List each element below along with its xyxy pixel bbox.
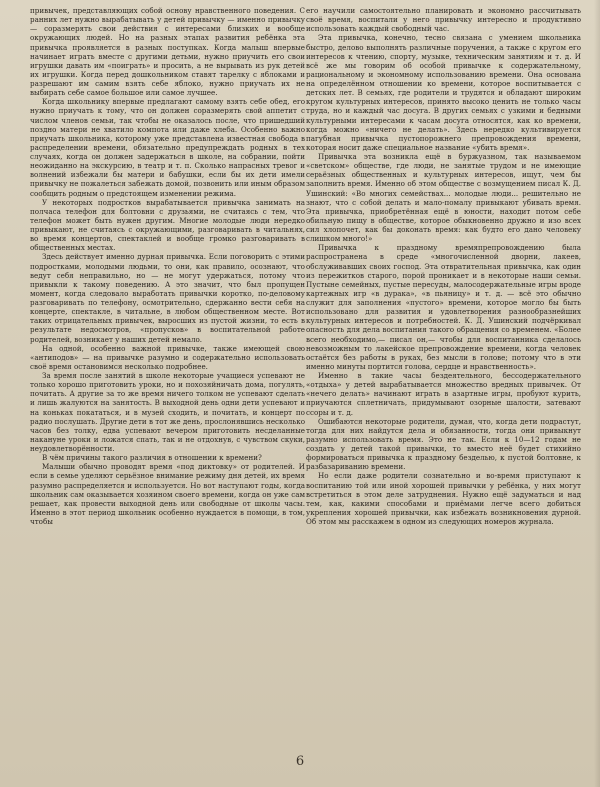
paragraph: Привычка эта возникла ещё в буржуазном, так называемом «светском» обществе, где люди, не занятые трудом и не имеющие серьёзных общественных и культурных интересов, ищут, чем бы заполнить время. Именно об этом обществе с возмущением писал К. Д. Ушинский: «Во многих семействах... молодые люди... решительно не знают, что с собой делать и мало-помалу привыкают убивать время. Эта привычка, приобретённая ещё в юности, находит потом себе обильную пищу в обществе, которое обыкновенно дружно и изо всех сил хлопочет, как бы доконать время: как будто его дано человеку слишком много!» <box>306 152 581 244</box>
paragraph: На одной, особенно важной привычке, также имеющей свою «антиподов» — на привычке разумно и содержательно использовать своё время остановимся несколько подробнее. <box>30 343 305 371</box>
paragraph: Эта привычка, конечно, тесно связана с умением школьника быстро, делово выполнять различные поручения, а также с кругом его интересов к чтению, спорту, музыке, техническим занятиям и т. д. И всё же мы говорим об особой привычке к содержательному, рациональному и экономному использованию времени. Она основана на определённом отношении ко времени, которое воспитывается с детских лет. В семьях, где родители и трудятся и обладают широким кругом культурных интересов, принято высоко ценить не только часы труда, но и каждый час досуга. В других семьях с узкими и бедными культурными интересами к часам досуга относятся, как ко времени, когда можно «ничего не делать». Здесь нередко культивируется пагубная привычка пустопорожнего препровождения времени, которая носит даже специальное название «убить время». <box>306 33 581 152</box>
scan-edge-shadow <box>594 0 600 787</box>
paragraph: У некоторых подростков вырабатывается привычка занимать на полчаса телефон для болтовни с друзьями, не считаясь с тем, что телефон может быть нужен другим. Многие молодые люди нередко привыкают, не считаясь с окружающими, разговаривать в читальнях, во время концертов, спектаклей и вообще громко разговаривать в общественных местах. <box>30 197 305 253</box>
left-text-column <box>30 6 305 746</box>
paragraph: Когда школьнику впервые предлагают самому взять себе обед, его нужно приучать к тому, что он должен соразмерять свой аппетит с числом членов семьи, так чтобы не оказалось после, что пришедший поздно матери не хватило компота или даже хлеба. Особенно важно приучать школьника, которому уже представлена известная свобода в распределении времени, обязательно предупреждать родных в тех случаях, когда он должен задержаться в школе, на собрании, пойти неожиданно на экскурсию, в театр и т. п. Сколько напрасных тревог и волнений избежали бы матери и бабушки, если бы их дети имели привычку не пожалеться забежать домой, позвонить или иным образом сообщить родным о предстоящем изменении режима. <box>30 97 305 198</box>
paragraph: Привычка к праздному времяпрепровождению была распространена в среде «многочисленной дворни, лакеев, обслуживавших своих господ. Эта отвратительная привычка, как один из пережитков старого, порой проникает и в некоторые наши семьи. Пустыне семейных, пустые пересуды, малосодержательные игры вроде картежных игр «в дурака», «в пьяницу» и т. д. — всё это обычно служит для заполнения «пустого» времени, которое могло бы быть использовано для развития и удовлетворения разнообразнейших культурных интересов и потребностей. К. Д. Ушинский подчёркивал опасность для дела воспитания такого обращения со временем. «Более всего необходимо,— писал он,— чтобы для воспитанника сделалось невозможным то лакейское препровождение времени, когда человек остаётся без работы в руках, без мысли в голове; потому что в эти именно минуты портится голова, сердце и нравственность». <box>306 243 581 371</box>
paragraph: Ошибаются некоторые родители, думая, что, когда дети подрастут, тогда для них найдутся дела и обязанности, тогда они привыкнут разумно использовать время. Это не так. Если к 10—12 годам не создать у детей такой привычки, то вместо неё будет стихийно формироваться привычка к праздному безделью, к пустой болтовне, к разбазариванию времени. <box>306 416 581 472</box>
paragraph: Но если даже родители сознательно и во-время приступают к воспитанию той или иной хорошей привычки у ребёнка, у них могут встретиться в этом деле затруднения. Нужно ещё задуматься и над тем, как, какими способами и приёмами легче всего добиться укрепления хорошей привычки, как избежать возникновения дурной. Об этом мы расскажем в одном из следующих номеров журнала. <box>306 471 581 526</box>
paragraph: Именно в такие часы бездеятельного, бессодержательного «отдыха» у детей вырабатывается множество вредных привычек. От «нечего делать» начинают играть в азартные игры, пробуют курить, приучаются сплетничать, придумывают озорные шалости, затевают ссоры и т. д. <box>306 371 581 417</box>
paragraph: В чём причины такого различия в отношении к времени? <box>42 453 262 463</box>
paragraph: Здесь действует именно дурная привычка. Если поговорить с этими подростками, молодыми людьми, то они, как правило, осознают, что ведут себя неправильно, но — не могут удержаться, потому что привыкли к такому поведению. А это значит, что был пропущен момент, когда следовало выработать привычки коротко, по-деловому разговаривать по телефону, осмотрительно, сдержанно вести себя на концерте, спектакле, в читальне, в любом общественном месте. Вот таких отрицательных привычек, выросших из пустой жизни, то есть в результате недосмотров, «пропусков» в воспитательной работе родителей, возникает у наших детей немало. <box>30 252 305 344</box>
paragraph: привычек, представляющих собой основу нравственного поведения. С ранних лет нужно вырабатывать у детей привычку — именно привычку — соразмерять свои действия с интересами близких и вообще окружающих людей. Но на разных этапах развития ребёнка эта привычка проявляется в разных поступках. Когда малыш впервые начинает играть вместе с другими детьми, нужно приучить его свои игрушки давать им «поиграть» и просить, а не вырывать из рук детей их игрушки. Когда перед дошкольником ставят тарелку с яблоками и разрешают им самим взять себе яблоко, нужно приучать их не выбирать себе самое большое или самое лучшее. <box>30 6 305 98</box>
page-number: 6 <box>295 754 305 769</box>
paragraph: За время после занятий в школе некоторые учащиеся успевают не только хорошо приготовить уроки, но и похозяйничать дома, погулять, почитать. А другие за то же время ничего толком не успевают сделать и лишь жалуются на занятость. В выходной день одни дети успевают и на коньках покататься, и в музей сходить, и почитать, и концерт по радио послушать. Другие дети в тот же день, прослонявшись несколько часов без толку, едва успевают вечером приготовить несделанные накануне уроки и ложатся спать, так и не отдохнув, с чувством скуки, неудовлетворённости. <box>30 371 305 453</box>
paragraph: его научили самостоятельно планировать и экономно рассчитывать своё время, воспитали у него привычку интересно и продуктивно использовать каждый свободный час. <box>306 6 581 34</box>
paragraph: Малыши обычно проводят время «под диктовку» от родителей. И если в семье уделяют серьёзное внимание режиму дня детей, их время разумно распределяется и используется. Но вот наступают годы, когда школьник сам оказывается хозяином своего времени, когда он уже сам решает, как провести выходной день или свободные от школы часы. Именно в этот период школьник особенно нуждается в помощи, в том, чтобы <box>30 462 305 526</box>
right-text-column <box>306 6 581 746</box>
